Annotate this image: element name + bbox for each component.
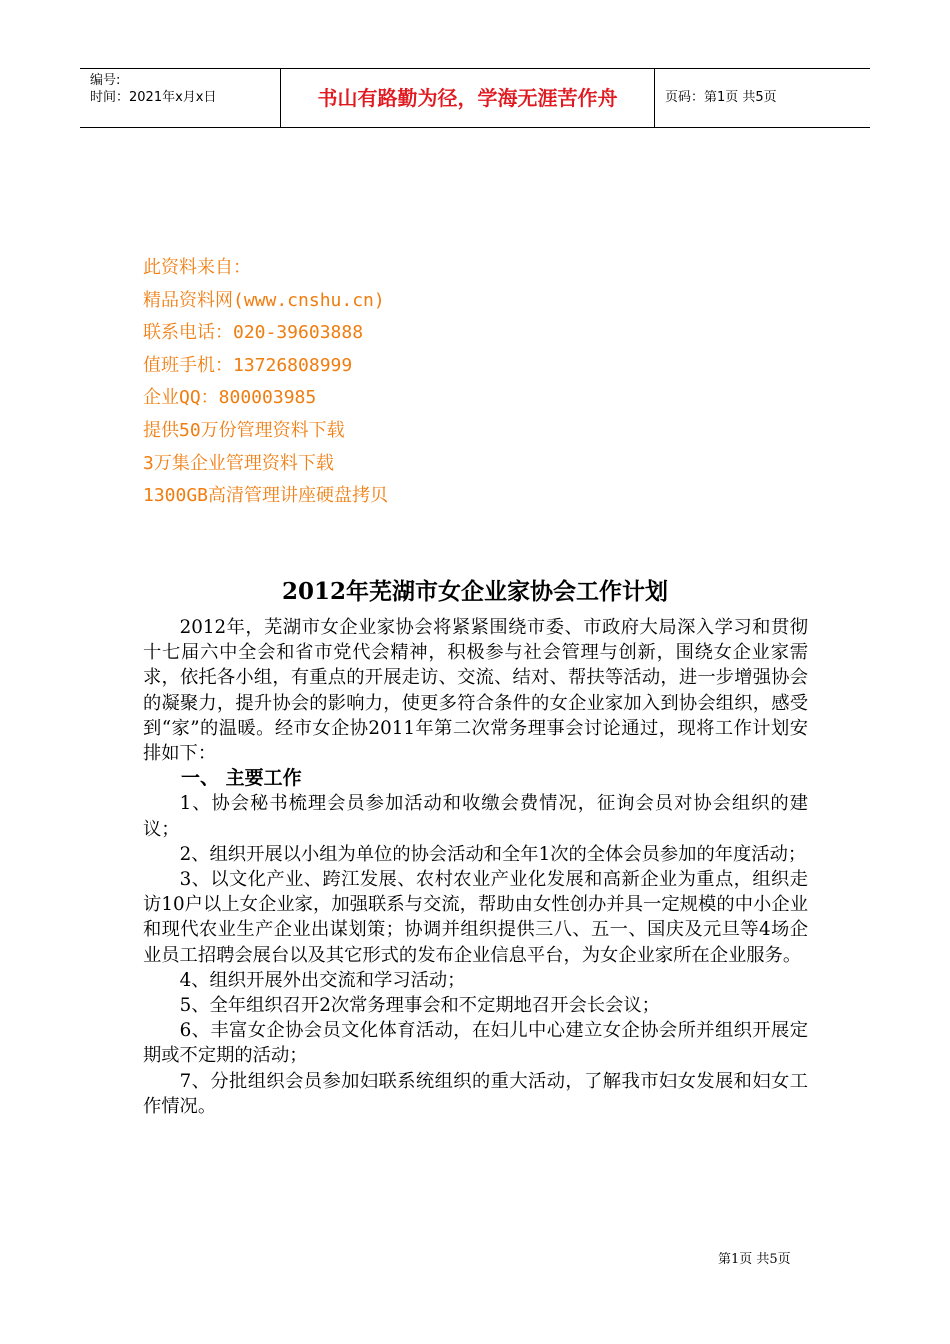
header-motto: 书山有路勤为径，学海无涯苦作舟: [281, 69, 655, 127]
source-line: 值班手机：13726808999: [143, 354, 353, 376]
source-line: 3万集企业管理资料下载: [143, 452, 334, 474]
document-body: [143, 615, 808, 1119]
work-item: 4、组织开展外出交流和学习活动；: [179, 969, 466, 991]
footer-page-number: 第1页 共5页: [718, 1252, 791, 1267]
work-item: 3、以文化产业、跨江发展、农村农业产业化发展和高新企业为重点，组织走访10户以上女企业家，加强联系与交流，帮助由女性创办并具一定规模的中小企业和现代农业生产企业出谋划策；协调并组织提供三八、五一、国庆及元旦等4场企业员工招聘会展台以及其它形式的发布企业信息平台，为女企业家所在企业服务。: [143, 869, 808, 966]
source-line: 企业QQ：800003985: [143, 387, 317, 409]
work-item: 7、分批组织会员参加妇联系统组织的重大活动，了解我市妇女发展和妇女工作情况。: [143, 1070, 808, 1117]
source-line: 此资料来自：: [143, 257, 251, 278]
work-item: 2、组织开展以小组为单位的协会活动和全年1次的全体会员参加的年度活动；: [179, 843, 807, 865]
work-item: 1、协会秘书梳理会员参加活动和收缴会费情况，征询会员对协会组织的建议；: [143, 793, 808, 840]
header-meta: [80, 69, 281, 127]
source-info-block: [143, 252, 643, 513]
header-page-number: 页码：第1页 共5页: [665, 90, 777, 105]
header-number: 编号:: [90, 73, 121, 88]
intro-paragraph: 2012年，芜湖市女企业家协会将紧紧围绕市委、市政府大局深入学习和贯彻十七届六中全会和省市党代会精神，积极参与社会管理与创新，围绕女企业家需求，依托各小组，有重点的开展走访、交流、结对、帮扶等活动，进一步增强协会的凝聚力，提升协会的影响力，使更多符合条件的女企业家加入到协会组织，感受到“家”的温暖。经市女企协2011年第二次常务理事会讨论通过，现将工作计划安排如下：: [143, 617, 808, 765]
document-title: 2012年芜湖市女企业家协会工作计划: [281, 578, 668, 605]
source-line: 精品资料网(www.cnshu.cn): [143, 289, 385, 311]
page-header: [80, 68, 870, 128]
source-line: 联系电话：020-39603888: [143, 322, 364, 344]
source-line: 提供50万份管理资料下载: [143, 419, 345, 441]
section-heading: 一、 主要工作: [181, 767, 302, 790]
work-item: 6、丰富女企协会员文化体育活动，在妇儿中心建立女企协会所并组织开展定期或不定期的活动；: [143, 1020, 808, 1067]
source-line: 1300GB高清管理讲座硬盘拷贝: [143, 485, 389, 507]
work-item: 5、全年组织召开2次常务理事会和不定期地召开会长会议；: [179, 995, 660, 1017]
header-time: 时间：2021年x月x日: [90, 90, 217, 105]
